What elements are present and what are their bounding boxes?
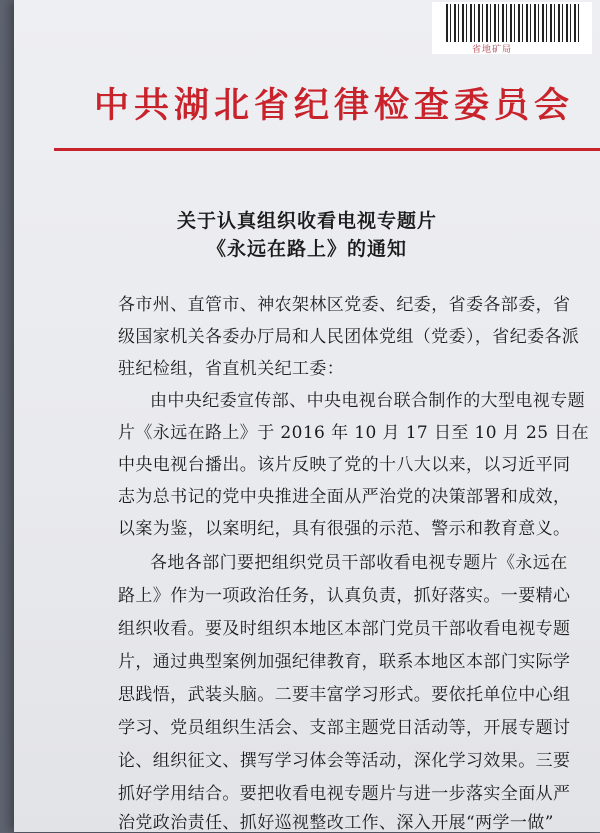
barcode-pattern (446, 4, 580, 42)
document-title-line-2: 《永远在路上》的通知 (206, 238, 407, 260)
body-line: 中央电视台播出。该片反映了党的十八大以来，以习近平同 (118, 455, 571, 475)
body-line: 治党政治责任、抓好巡视整改工作、深入开展“两学一做” (118, 813, 554, 833)
body-line: 志为总书记的党中央推进全面从严治党的决策部署和成效， (118, 487, 571, 507)
document-page (14, 0, 600, 832)
body-line: 抓好学用结合。要把收看电视专题片与进一步落实全面从严 (118, 784, 571, 804)
body-line: 学习、党员组织生活会、支部主题党日活动等，开展专题讨 (118, 718, 571, 738)
barcode-sticker (432, 2, 592, 54)
body-line: 路上》作为一项政治任务，认真负责，抓好落实。一要精心 (118, 586, 571, 606)
body-line: 驻纪检组，省直机关纪工委： (118, 359, 345, 379)
body-line: 组织收看。要及时组织本地区本部门党员干部收看电视专题 (118, 619, 571, 639)
body-line: 片，通过典型案例加强纪律教育，联系本地区本部门实际学 (118, 652, 571, 672)
body-line: 各市州、直管市、神农架林区党委、纪委，省委各部委，省 (118, 295, 571, 315)
red-divider-line (54, 148, 600, 151)
body-line: 思践悟，武装头脑。二要丰富学习形式。要依托单位中心组 (118, 685, 571, 705)
body-line: 以案为鉴，以案明纪，具有很强的示范、警示和教育意义。 (118, 519, 571, 539)
body-line: 论、组织征文、撰写学习体会等活动，深化学习效果。三要 (118, 751, 571, 771)
body-line: 由中央纪委宣传部、中央电视台联合制作的大型电视专题 (150, 391, 585, 411)
body-line: 片《永远在路上》于 2016 年 10 月 17 日至 10 月 25 日在 (118, 423, 590, 443)
body-line: 各地各部门要把组织党员干部收看电视专题片《永远在 (150, 553, 568, 573)
document-title-line-1: 关于认真组织收看电视专题片 (176, 210, 437, 232)
barcode-label: 省地矿局 (472, 45, 513, 55)
body-line: 级国家机关各委办厅局和人民团体党组（党委），省纪委各派 (118, 327, 580, 347)
organization-header: 中共湖北省纪律检查委员会 (94, 86, 575, 126)
